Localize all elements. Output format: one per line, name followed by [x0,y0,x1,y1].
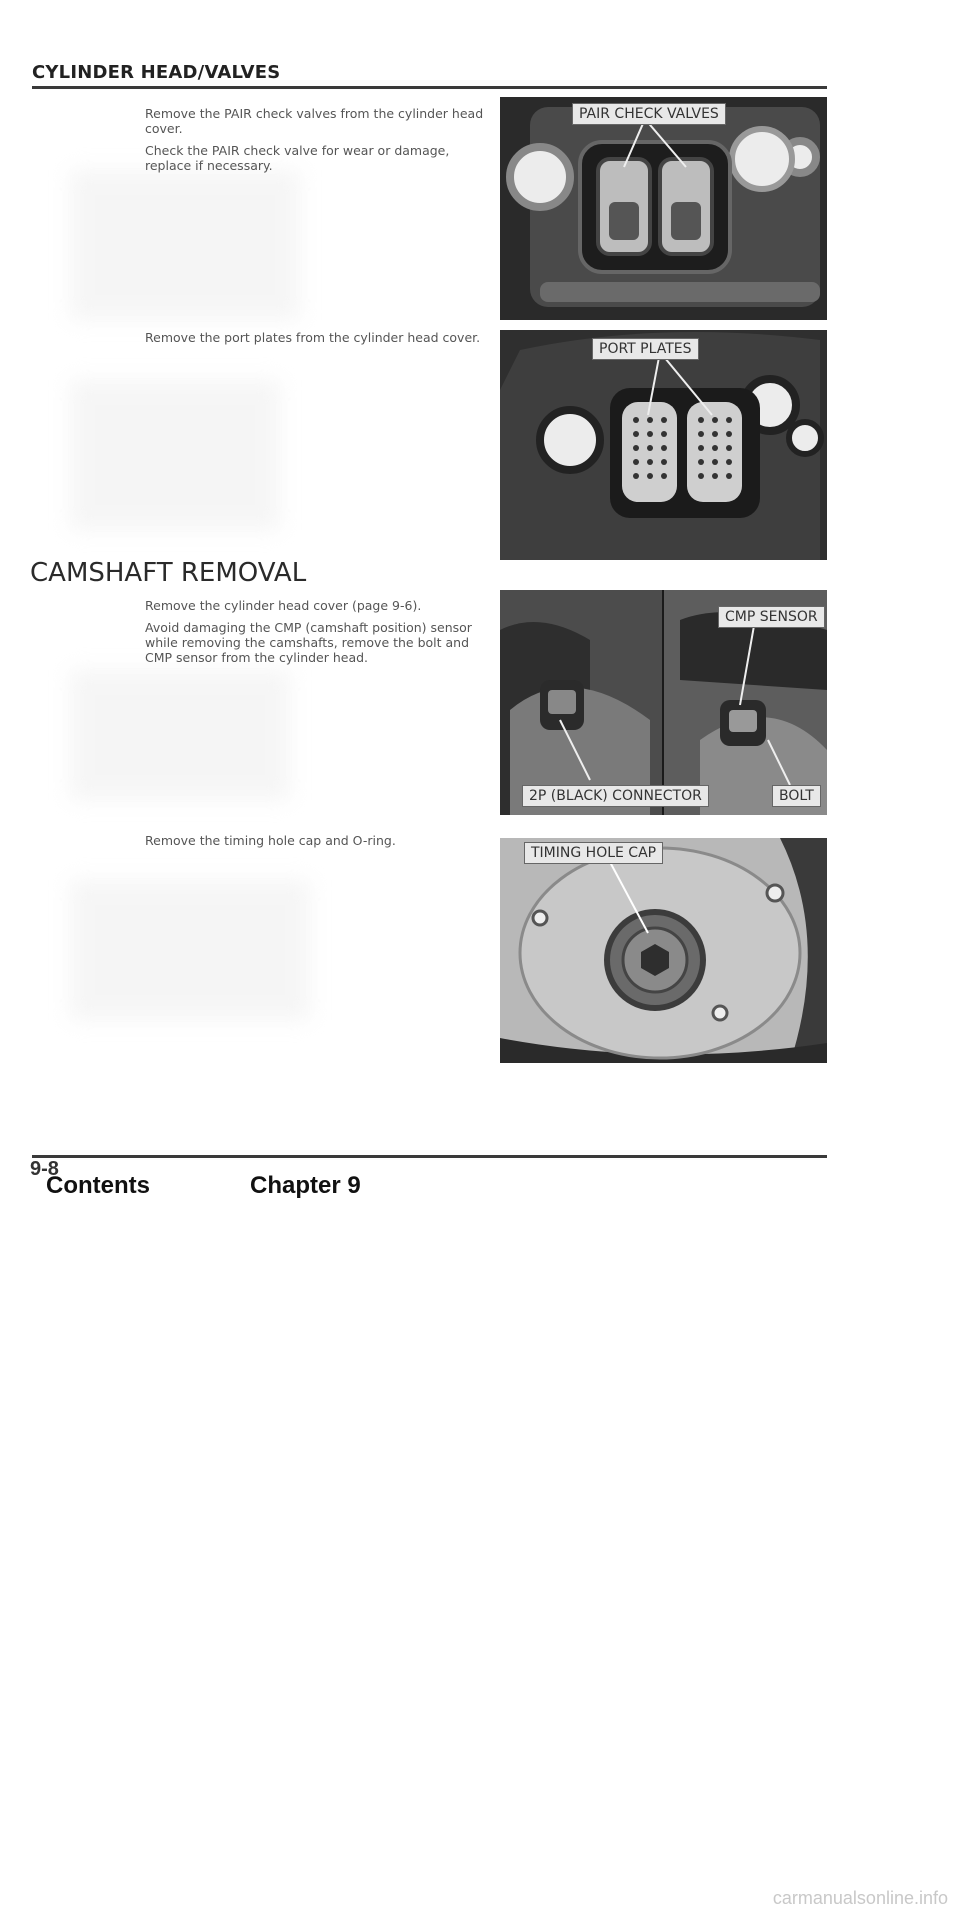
pair-instruction-2: Check the PAIR check valve for wear or damage, replace if necessary. [145,143,450,173]
connector-callout: 2P (BLACK) CONNECTOR [522,785,709,807]
port-plates-photo [500,330,827,560]
bolt-callout: BOLT [772,785,821,807]
faded-illustration [70,380,280,530]
port-plates-instruction: Remove the port plates from the cylinder head cover. [145,330,481,345]
faded-illustration [70,170,300,320]
cmp-sensor-callout: CMP SENSOR [718,606,825,628]
header-rule [32,86,827,89]
camshaft-instruction-2: Avoid damaging the CMP (camshaft position) sensor while removing the camshafts, remove the bolt and CMP sensor from the cylinder head. [145,620,472,665]
pair-check-valves-photo [500,97,827,320]
watermark-text: carmanualsonline.info [772,1888,948,1908]
faded-illustration [70,670,290,800]
timing-hole-cap-photo [500,838,827,1063]
timing-hole-cap-callout: TIMING HOLE CAP [524,842,663,864]
contents-link[interactable]: Contents [46,1172,150,1199]
page-number: 9-8 [30,1158,59,1180]
port-plates-callout: PORT PLATES [592,338,699,360]
cmp-sensor-photo [500,590,827,815]
chapter-link[interactable]: Chapter 9 [250,1172,361,1199]
camshaft-removal-heading: CAMSHAFT REMOVAL [30,558,307,588]
pair-instruction-1: Remove the PAIR check valves from the cylinder head cover. [145,106,484,136]
pair-check-valves-callout: PAIR CHECK VALVES [572,103,726,125]
timing-instruction: Remove the timing hole cap and O-ring. [145,833,396,848]
footer-rule [32,1155,827,1158]
page-header-title: CYLINDER HEAD/VALVES [32,62,281,83]
camshaft-instruction-1: Remove the cylinder head cover (page 9-6). [145,598,422,613]
faded-illustration [70,880,310,1020]
